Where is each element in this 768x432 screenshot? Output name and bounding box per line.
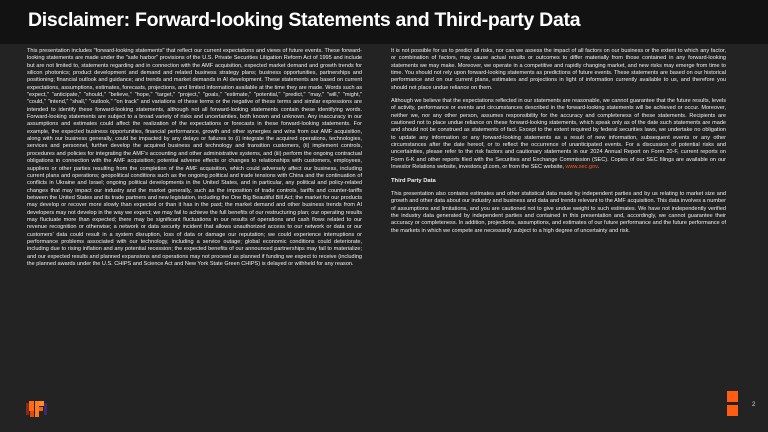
reliance-paragraph-end: . (597, 164, 600, 171)
left-column (27, 48, 362, 274)
title-bar (0, 0, 768, 44)
reliance-paragraph-text: Although we believe that the expectations reflected in our statements are reasonable, we cannot guarantee that the future results, levels of activity, performance or events and circumstances described in the forward-looking statements will be achieved or occur. Moreover, neither we, nor any other person, assumes responsibility for the accuracy and completeness of these statements. Recipients are cautioned not to place undue reliance on these forward-looking statements, which speak only as of the date such statements are made and should not be construed as statements of fact. Except to the extent required by federal securities laws, we undertake no obligation to update any information or any forward-looking statements as a result of new information, subsequent events or any other circumstances after the date hereof, or to reflect the occurrence of unanticipated events. For a discussion of potential risks and uncertainties, please refer to the risk factors and cautionary statements in our 2024 Annual Report on Form 20-F, current reports on Form 6-K and other reports filed with the Securities and Exchange Commission (SEC). Copies of our SEC filings are available on our Investor Relations website, investors.gf.com, or from the SEC website, (391, 98, 726, 171)
third-party-paragraph: This presentation also contains estimates and other statistical data made by independent parties and by us relating to market size and growth and other data about our industry and business and data and trends relevant to the AMF acquisition. This data involves a number of assumptions and limitations, and you are cautioned not to give undue weight to such estimates. We have not independently verified the industry data generated by independent parties and contained in this presentation and, accordingly, we cannot guarantee their accuracy or completeness. In addition, projections, assumptions, and estimates of our future performance and the future performance of the markets in which we compete are necessarily subject to a high degree of uncertainty and risk. (391, 190, 726, 234)
orange-squares-icon (725, 385, 739, 417)
page-title: Disclaimer: Forward-looking Statements and Third-party Data (28, 9, 581, 31)
sec-website-link[interactable]: www.sec.gov (565, 164, 598, 171)
page-number: 2 (752, 402, 756, 408)
risk-paragraph: It is not possible for us to predict all risks, nor can we assess the impact of all factors on our business or the extent to which any factor, or combination of factors, may cause actual results or outcomes to differ materially from those contained in any forward-looking statements we may make. Moreover, we operate in a competitive and rapidly changing market, and new risks may emerge from time to time. You should not rely upon forward-looking statements as predictions of future events. These statements are based on our historical performance and on our current plans, estimates and projections in light of information currently available to us, and therefore you should not place undue reliance on them. (391, 48, 726, 91)
right-column (391, 48, 726, 241)
forward-looking-paragraph: This presentation includes "forward-looking statements" that reflect our current expectations and views of future events. These forward-looking statements are made under the "safe harbor" provisions of the U.S. Private Securities Litigation Reform Act of 1995 and include but are not limited to, statements regarding and in connection with the AMF acquisition, expected market demand and growth trends for silicon photonics; product development and demand and related business strategy plans; business opportunities, partnerships and positioning; financial outlook and guidance; and trends and market demands in AI development. These statements are based on current expectations, assumptions, estimates, forecasts, projections, and limited information available at the time they are made. Words such as "expect," "anticipate," "should," "believe," "hope," "target," "project," "goals," "estimate," "potential," "predict," "may," "will," "might," "could," "intend," "shall," "outlook," "on track" and variations of these terms or the negative of these terms and similar expressions are intended to identify these forward-looking statements, although not all forward-looking statements contain these identifying words. Forward-looking statements are subject to a broad variety of risks and uncertainties, both known and unknown. Any inaccuracy in our assumptions and estimates could affect the realization of the expectations or forecasts in these forward-looking statements. For example, the expected business opportunities, financial performance, growth and other synergies and wins from our AMF acquisition, along with our business generally, could be impacted by any delays or failures to (i) integrate the acquired operations, technologies, services and personnel, further develop the acquired business and technology and transition customers, (ii) implement controls, procedures and policies for integrating the AMF's accounting and other administrative systems, and (iii) perform the ongoing contractual obligations in connection with the AMF acquisition; potential adverse effects or changes to relationships with customers, employees, suppliers or other parties resulting from the completion of the AMF acquisition, which could adversely affect our business, including current plans and operations; geopolitical conditions such as the ongoing political and trade tensions with China and the continuation of conflicts in Ukraine and Israel; ongoing political developments in the United States, and in particular, any political and policy-related changes that may impact our industry and the market generally, such as the imposition of trade controls, tariffs and counter-tariffs between the United States and its trade partners and new legislation, including the One Big Beautiful Bill Act; the market for our products may develop or recover more slowly than expected or than it has in the past; the market demand and other business trends from AI developers may not develop in the way we expect; we may fail to achieve the full benefits of our restructuring plan; our operating results may fluctuate more than expected; there may be significant fluctuations in our results of operations and cash flows related to our revenue recognition or otherwise; a network or data security incident that allows unauthorized access to our network or data or our customers' data could result in a system disruption, loss of data or damage our reputation; we could experience interruptions or performance problems associated with our technology, including a service outage; global economic conditions could deteriorate, including due to rising inflation and any potential recession; the expected benefits of our announced partnerships may fail to materialize; and our expected results and planned expansions and operations may not proceed as planned if funding we expect to receive (including the planned awards under the U.S. CHIPS and Science Act and New York State Green CHIPS) is delayed or withheld for any reason. (27, 48, 362, 267)
gf-logo-icon (26, 401, 48, 417)
third-party-heading: Third Party Data (391, 177, 436, 184)
reliance-paragraph (391, 98, 726, 171)
